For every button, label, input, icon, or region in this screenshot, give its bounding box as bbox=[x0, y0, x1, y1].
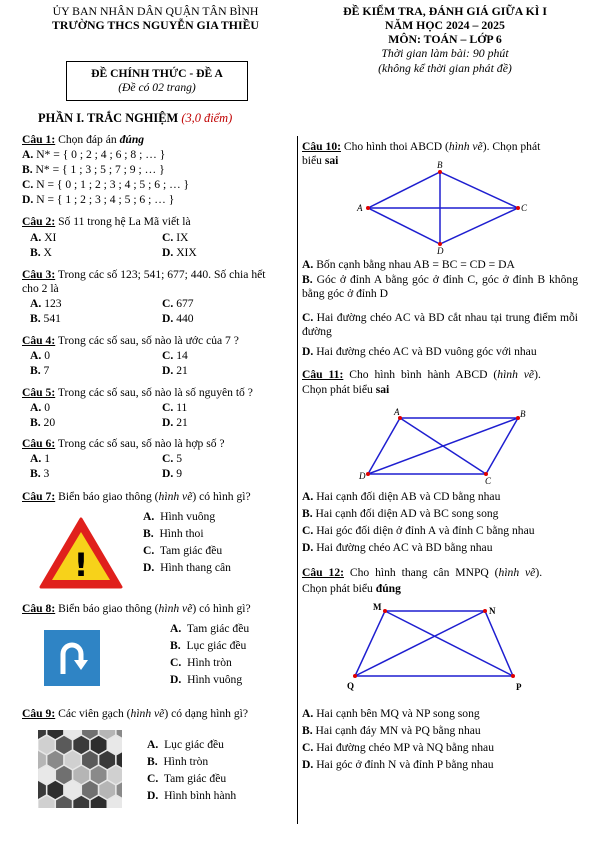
question-8: Câu 8: Biển báo giao thông (hình vẽ) có hình gì? bbox=[22, 602, 251, 615]
point-b-label: B bbox=[520, 409, 526, 419]
q12-option-c[interactable]: C. Hai đường chéo MP và NQ bằng nhau bbox=[302, 741, 494, 754]
point-c-label: C bbox=[521, 203, 528, 213]
q4-option-a[interactable]: A. 0 bbox=[30, 349, 50, 362]
point-q-label: Q bbox=[347, 681, 355, 691]
q12-option-b[interactable]: B. Hai cạnh đáy MN và PQ bằng nhau bbox=[302, 724, 481, 737]
q9-option-d[interactable]: D. Hình bình hành bbox=[147, 789, 237, 802]
question-11: Câu 11: Cho hình bình hành ABCD (hình vẽ). bbox=[302, 368, 541, 381]
q11-option-c[interactable]: C. Hai góc đối diện ở đỉnh A và đỉnh C bằng nhau bbox=[302, 524, 535, 537]
q11-option-a[interactable]: A. Hai cạnh đối diện AB và CD bằng nhau bbox=[302, 490, 501, 503]
q5-option-a[interactable]: A. 0 bbox=[30, 401, 50, 414]
q9-option-c[interactable]: C. Tam giác đều bbox=[147, 772, 227, 785]
q3-option-d[interactable]: D. 440 bbox=[162, 312, 194, 325]
q1-option-b[interactable]: B. N* = { 1 ; 3 ; 5 ; 7 ; 9 ; … } bbox=[22, 163, 165, 176]
point-d-label: D bbox=[359, 471, 366, 481]
point-a-label: A bbox=[357, 203, 363, 213]
question-7: Câu 7: Biển báo giao thông (hình vẽ) có hình gì? bbox=[22, 490, 251, 503]
q10-option-a[interactable]: A. Bốn cạnh bằng nhau AB = BC = CD = DA bbox=[302, 258, 515, 271]
school-year: NĂM HỌC 2024 – 2025 bbox=[385, 18, 505, 33]
q3-option-c[interactable]: C. 677 bbox=[162, 297, 194, 310]
question-1: Câu 1: Chọn đáp án đúng bbox=[22, 133, 145, 146]
q8-option-a[interactable]: A. Tam giác đều bbox=[170, 622, 250, 635]
q2-option-d[interactable]: D. XIX bbox=[162, 246, 197, 259]
question-6: Câu 6: Trong các số sau, số nào là hợp số ? bbox=[22, 437, 225, 450]
point-d-label: D bbox=[437, 246, 444, 256]
q5-option-b[interactable]: B. 20 bbox=[30, 416, 56, 429]
q3-option-b[interactable]: B. 541 bbox=[30, 312, 61, 325]
point-b-label: B bbox=[437, 160, 443, 170]
q2-option-a[interactable]: A. XI bbox=[30, 231, 57, 244]
question-3-cont: cho 2 là bbox=[22, 282, 59, 295]
point-a-label: A bbox=[394, 407, 400, 417]
exam-title: ĐỀ KIỂM TRA, ĐÁNH GIÁ GIỮA KÌ I bbox=[343, 4, 547, 18]
hexagon-tiles-image bbox=[38, 730, 122, 808]
point-p-label: P bbox=[516, 682, 522, 692]
section-title: PHẦN I. TRẮC NGHIỆM (3,0 điểm) bbox=[38, 111, 233, 125]
question-2: Câu 2: Số 11 trong hệ La Mã viết là bbox=[22, 215, 191, 228]
time-limit: Thời gian làm bài: 90 phút bbox=[381, 46, 509, 61]
question-11-cont: Chọn phát biểu sai bbox=[302, 383, 390, 396]
q1-option-a[interactable]: A. N* = { 0 ; 2 ; 4 ; 6 ; 8 ; … } bbox=[22, 148, 166, 161]
q5-option-c[interactable]: C. 11 bbox=[162, 401, 188, 414]
q1-option-d[interactable]: D. N = { 1 ; 2 ; 3 ; 4 ; 5 ; 6 ; … } bbox=[22, 193, 175, 206]
warning-sign-icon bbox=[38, 516, 124, 590]
parallelogram-figure bbox=[352, 406, 532, 486]
question-4: Câu 4: Trong các số sau, số nào là ước của 7 ? bbox=[22, 334, 239, 347]
q12-option-a[interactable]: A. Hai cạnh bên MQ và NP song song bbox=[302, 707, 480, 720]
page-count: (Đề có 02 trang) bbox=[118, 80, 196, 94]
q9-option-a[interactable]: A. Lục giác đều bbox=[147, 738, 224, 751]
q1-option-c[interactable]: C. N = { 0 ; 1 ; 2 ; 3 ; 4 ; 5 ; 6 ; … } bbox=[22, 178, 190, 191]
question-10: Câu 10: Cho hình thoi ABCD (hình vẽ). Chọn phát bbox=[302, 140, 541, 153]
q10-option-b[interactable]: B. Góc ở đỉnh A bằng góc ở đỉnh C, góc ở đỉnh B không bằng góc ở đỉnh D bbox=[302, 273, 578, 300]
sign-exclamation: ! bbox=[73, 546, 89, 584]
q9-option-b[interactable]: B. Hình tròn bbox=[147, 755, 209, 768]
official-exam-box bbox=[66, 61, 248, 101]
point-m-label: M bbox=[373, 602, 382, 612]
section-points: (3,0 điểm) bbox=[181, 111, 233, 125]
isosceles-trapezoid-figure bbox=[345, 600, 530, 695]
q2-option-b[interactable]: B. X bbox=[30, 246, 52, 259]
q6-option-d[interactable]: D. 9 bbox=[162, 467, 182, 480]
question-10-cont: biểu sai bbox=[302, 154, 339, 167]
q7-option-c[interactable]: C. Tam giác đều bbox=[143, 544, 223, 557]
question-12: Câu 12: Cho hình thang cân MNPQ (hình vẽ). bbox=[302, 566, 543, 579]
u-turn-sign-icon bbox=[44, 630, 100, 686]
q7-option-a[interactable]: A. Hình vuông bbox=[143, 510, 216, 523]
exam-code: ĐỀ CHÍNH THỨC - ĐỀ A bbox=[91, 67, 223, 80]
q6-option-b[interactable]: B. 3 bbox=[30, 467, 50, 480]
q10-option-d[interactable]: D. Hai đường chéo AC và BD vuông góc với nhau bbox=[302, 345, 537, 358]
q8-option-c[interactable]: C. Hình tròn bbox=[170, 656, 232, 669]
q12-option-d[interactable]: D. Hai góc ở đỉnh N và đỉnh P bằng nhau bbox=[302, 758, 494, 771]
authority-name: ỦY BAN NHÂN DÂN QUẬN TÂN BÌNH bbox=[52, 4, 259, 18]
q7-option-d[interactable]: D. Hình thang cân bbox=[143, 561, 231, 574]
q2-option-c[interactable]: C. IX bbox=[162, 231, 189, 244]
q4-option-b[interactable]: B. 7 bbox=[30, 364, 50, 377]
header-left bbox=[28, 4, 283, 32]
q3-option-a[interactable]: A. 123 bbox=[30, 297, 62, 310]
q7-option-b[interactable]: B. Hình thoi bbox=[143, 527, 204, 540]
q4-option-d[interactable]: D. 21 bbox=[162, 364, 188, 377]
question-9: Câu 9: Các viên gạch (hình vẽ) có dạng hình gì? bbox=[22, 707, 249, 720]
q5-option-d[interactable]: D. 21 bbox=[162, 416, 188, 429]
q8-option-d[interactable]: D. Hình vuông bbox=[170, 673, 243, 686]
q11-option-b[interactable]: B. Hai cạnh đối diện AD và BC song song bbox=[302, 507, 499, 520]
question-12-cont: Chọn phát biểu đúng bbox=[302, 582, 401, 595]
point-n-label: N bbox=[489, 606, 496, 616]
header-right bbox=[300, 4, 590, 75]
q11-option-d[interactable]: D. Hai đường chéo AC và BD bằng nhau bbox=[302, 541, 493, 554]
column-divider bbox=[297, 136, 298, 824]
school-name: TRƯỜNG THCS NGUYỄN GIA THIỀU bbox=[52, 18, 259, 33]
q8-option-b[interactable]: B. Lục giác đều bbox=[170, 639, 247, 652]
subject: MÔN: TOÁN – LỚP 6 bbox=[388, 32, 502, 47]
time-note: (không kể thời gian phát đề) bbox=[378, 60, 512, 75]
question-3: Câu 3: Trong các số 123; 541; 677; 440. Số chia hết bbox=[22, 268, 266, 281]
question-5: Câu 5: Trong các số sau, số nào là số nguyên tố ? bbox=[22, 386, 253, 399]
rhombus-figure bbox=[352, 160, 532, 258]
q10-option-c[interactable]: C. Hai đường chéo AC và BD cắt nhau tại trung điểm mỗi đường bbox=[302, 311, 578, 338]
q6-option-c[interactable]: C. 5 bbox=[162, 452, 182, 465]
q6-option-a[interactable]: A. 1 bbox=[30, 452, 50, 465]
q4-option-c[interactable]: C. 14 bbox=[162, 349, 188, 362]
point-c-label: C bbox=[485, 476, 492, 486]
